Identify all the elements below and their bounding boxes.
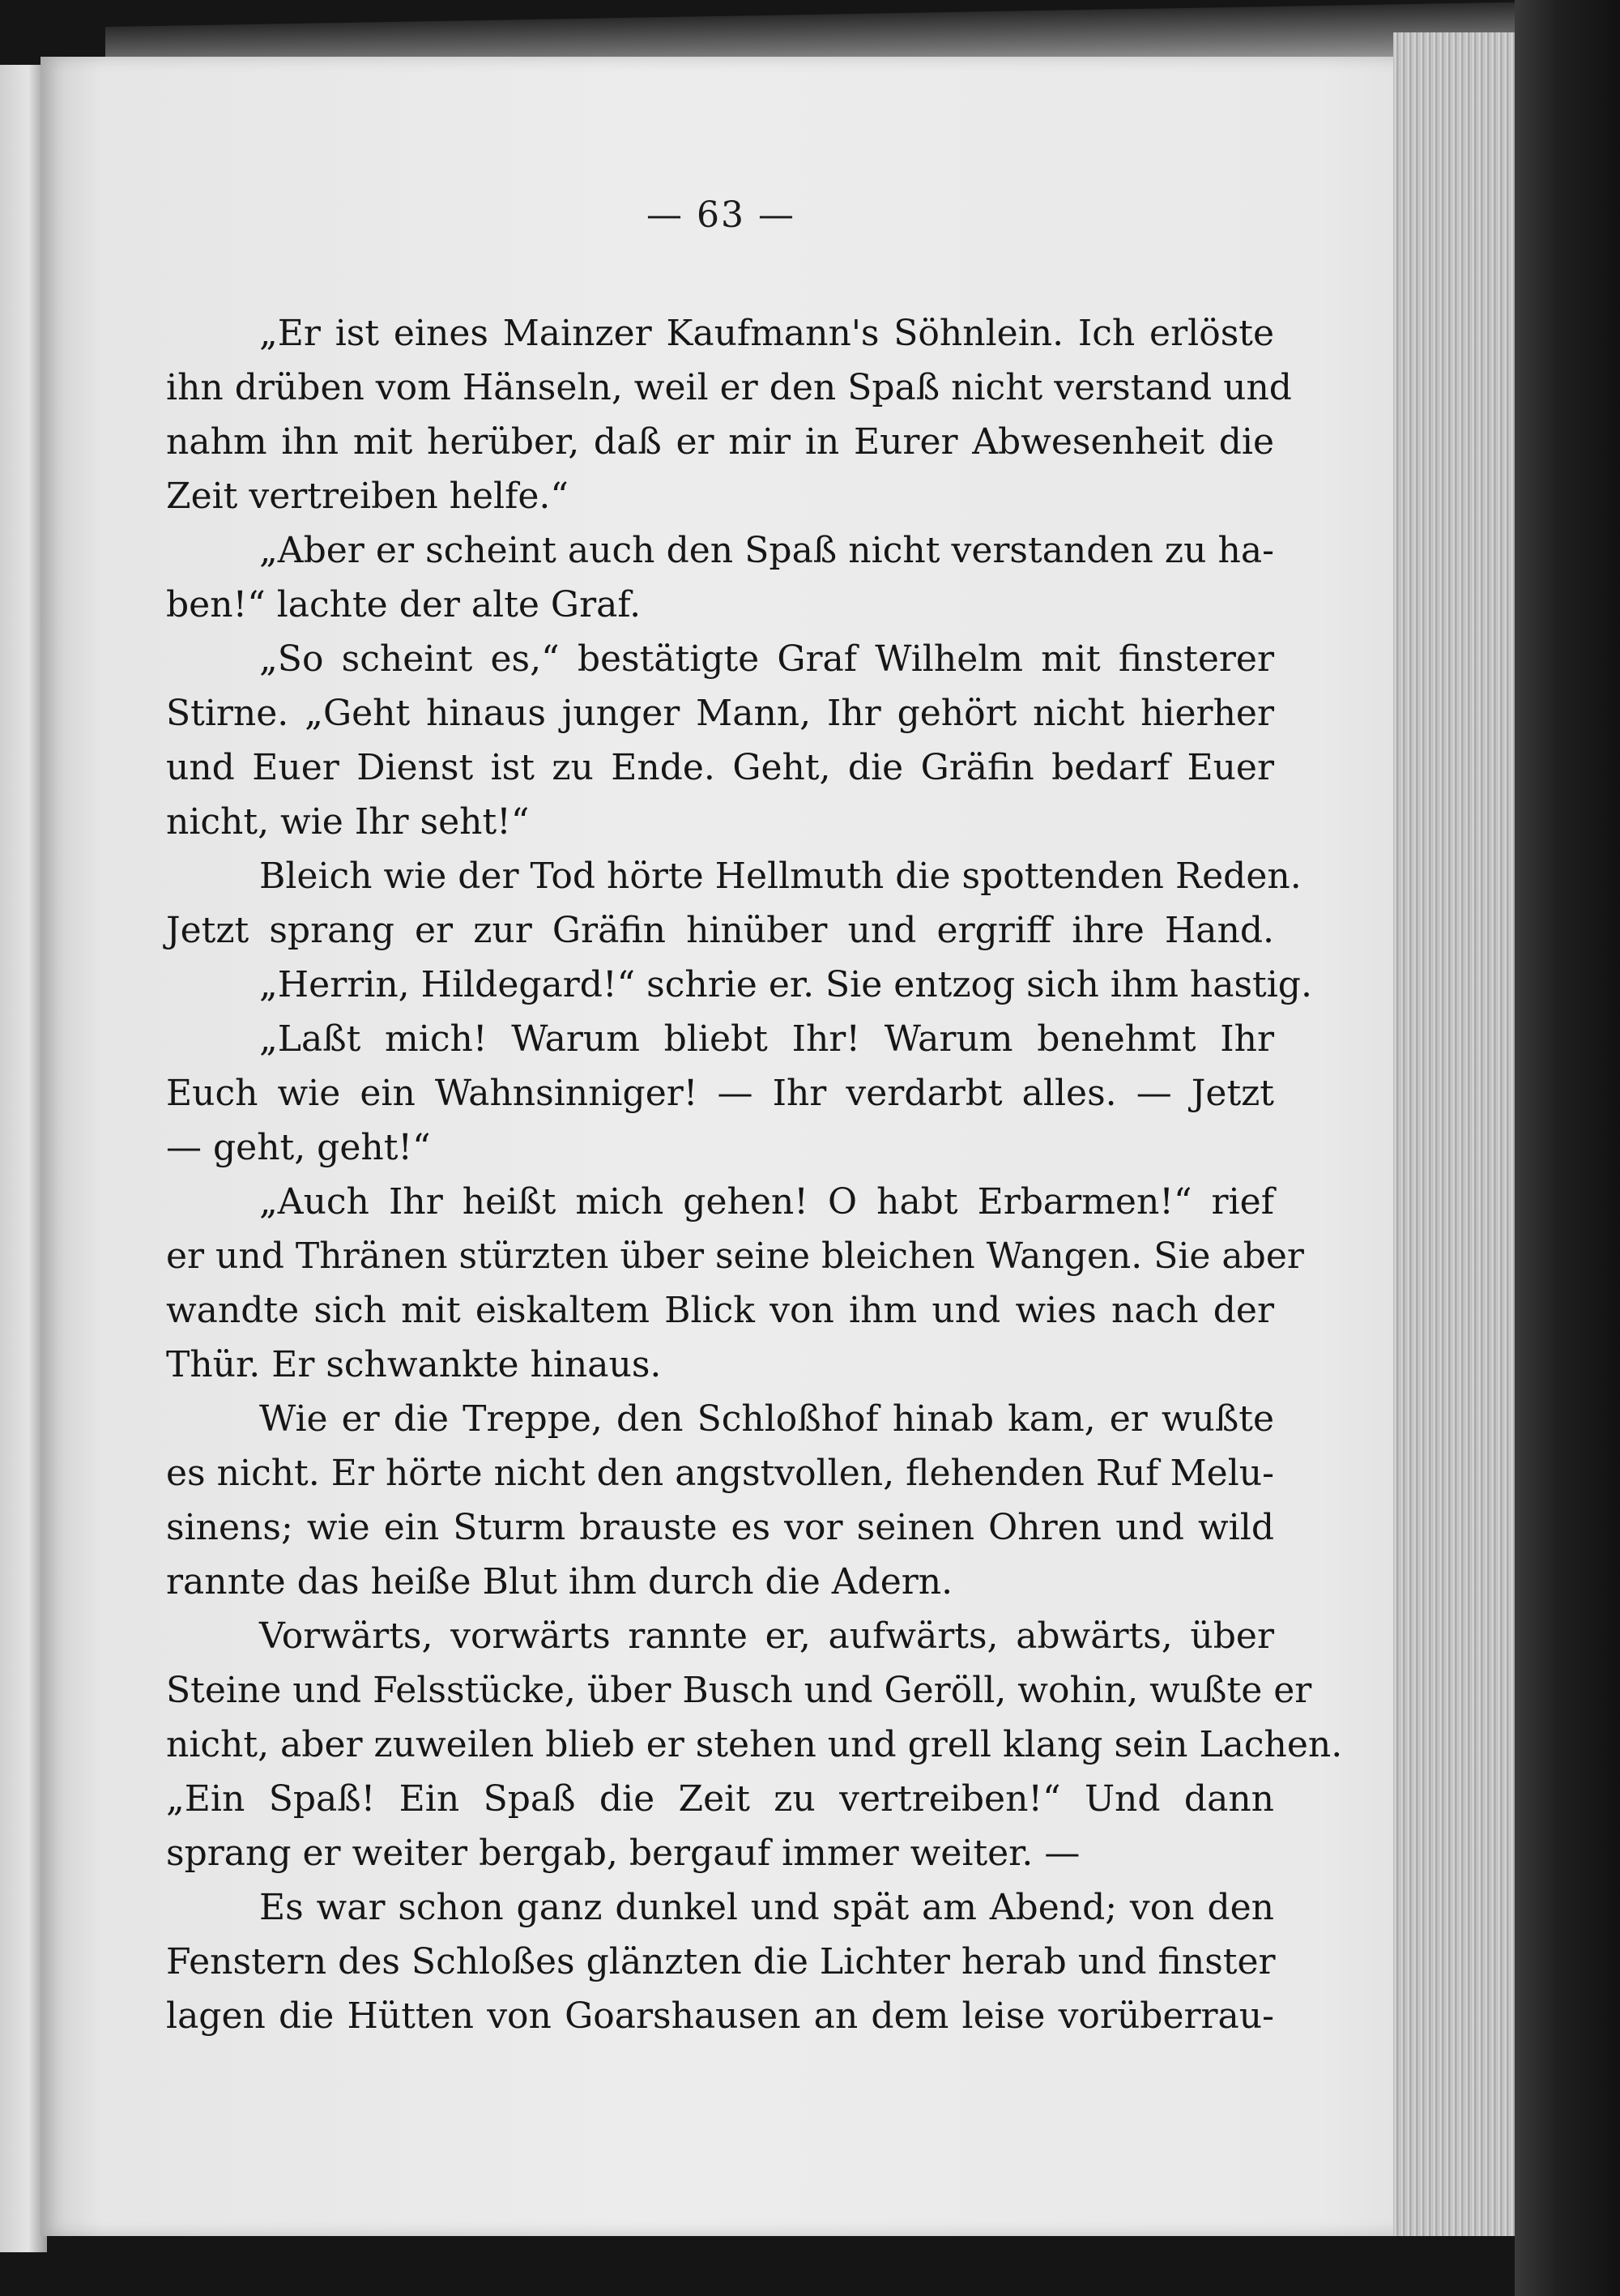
text-line: Vorwärts, vorwärts rannte er, aufwärts, abwärts, über <box>259 1615 1274 1657</box>
body-text <box>166 306 1343 2043</box>
text-line: Stirne. „Geht hinaus junger Mann, Ihr gehört nicht hierher <box>166 693 1274 734</box>
text-line: lagen die Hütten von Goarshausen an dem leise vorüberrau- <box>166 1995 1274 2037</box>
text-line: wandte sich mit eiskaltem Blick von ihm und wies nach der <box>166 1290 1274 1331</box>
text-line: sprang er weiter bergab, bergauf immer weiter. — <box>166 1833 1081 1874</box>
text-line: es nicht. Er hörte nicht den angstvollen, flehenden Ruf Melu- <box>166 1453 1274 1494</box>
text-line: er und Thränen stürzten über seine bleichen Wangen. Sie aber <box>166 1235 1304 1277</box>
text-line: „Laßt mich! Warum bliebt Ihr! Warum benehmt Ihr <box>259 1018 1274 1060</box>
text-line: „Ein Spaß! Ein Spaß die Zeit zu vertreiben!“ Und dann <box>166 1778 1274 1820</box>
text-line: und Euer Dienst ist zu Ende. Geht, die Gräfin bedarf Euer <box>166 747 1274 788</box>
text-line: rannte das heiße Blut ihm durch die Adern. <box>166 1561 953 1603</box>
text-line: nicht, wie Ihr seht!“ <box>166 801 530 843</box>
text-line: sinens; wie ein Sturm brauste es vor seinen Ohren und wild <box>166 1507 1274 1548</box>
text-line: „Herrin, Hildegard!“ schrie er. Sie entzog sich ihm hastig. <box>259 964 1312 1005</box>
text-line: nahm ihn mit herüber, daß er mir in Eurer Abwesenheit die <box>166 421 1274 463</box>
text-line: Thür. Er schwankte hinaus. <box>166 1344 662 1385</box>
text-line: „So scheint es,“ bestätigte Graf Wilhelm mit finsterer <box>259 638 1274 680</box>
text-line: Wie er die Treppe, den Schloßhof hinab kam, er wußte <box>259 1398 1274 1440</box>
text-line: Es war schon ganz dunkel und spät am Abend; von den <box>259 1887 1274 1928</box>
text-line: ben!“ lachte der alte Graf. <box>166 584 642 625</box>
text-line: Fenstern des Schloßes glänzten die Lichter herab und finster <box>166 1941 1276 1982</box>
text-line: nicht, aber zuweilen blieb er stehen und grell klang sein Lachen. <box>166 1724 1343 1765</box>
text-line: „Aber er scheint auch den Spaß nicht verstanden zu ha- <box>259 530 1274 571</box>
text-line: Steine und Felsstücke, über Busch und Geröll, wohin, wußte er <box>166 1670 1312 1711</box>
text-line: — geht, geht!“ <box>166 1127 431 1168</box>
text-line: Zeit vertreiben helfe.“ <box>166 476 569 517</box>
book-cover-edge <box>1515 0 1620 2296</box>
text-line: „Er ist eines Mainzer Kaufmann's Söhnlein. Ich erlöste <box>259 313 1274 354</box>
text-line: ihn drüben vom Hänseln, weil er den Spaß nicht verstand und <box>166 367 1292 408</box>
text-line: „Auch Ihr heißt mich gehen! O habt Erbarmen!“ rief <box>259 1181 1274 1223</box>
text-line: Jetzt sprang er zur Gräfin hinüber und ergriff ihre Hand. <box>166 910 1274 951</box>
text-line: Euch wie ein Wahnsinniger! — Ihr verdarbt alles. — Jetzt <box>166 1073 1274 1114</box>
page-fore-edge <box>1393 32 1515 2236</box>
page-number: — 63 — <box>646 194 795 236</box>
text-line: Bleich wie der Tod hörte Hellmuth die spottenden Reden. <box>259 856 1302 897</box>
